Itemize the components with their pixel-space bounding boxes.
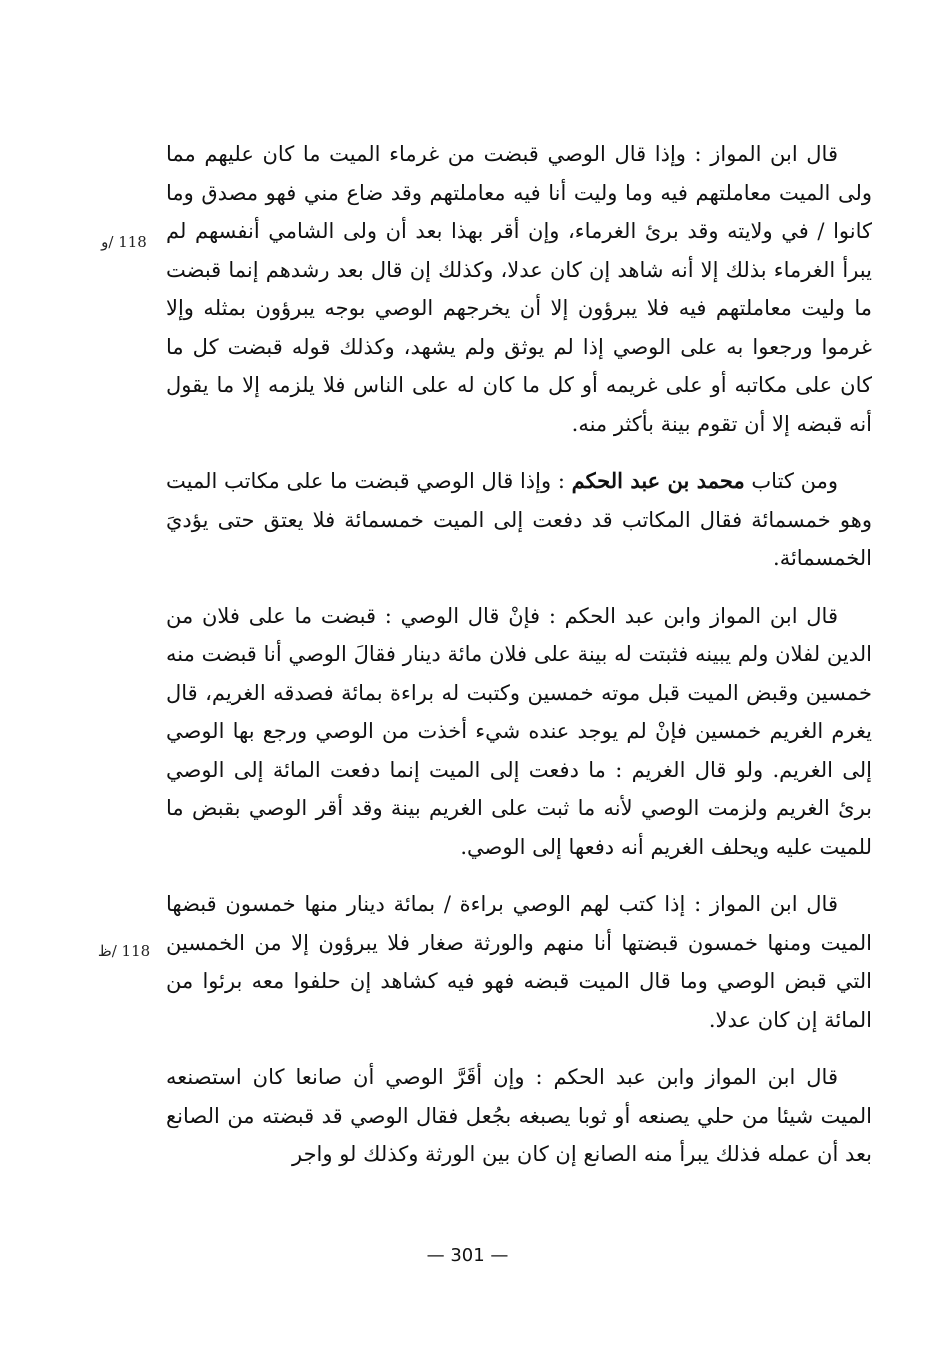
paragraph-3: قال ابن المواز وابن عبد الحكم : فإنْ قال الوصي : قبضت ما على فلان من الدين لفلان ولم يبينه فثبتت له بينة على فلان مائة دينار فقالَ الوصي أنا قبضت منه خمسين وقبض الميت قبل موته خمسين وكتبت له براءة بمائة فصدقه الغريم، قال يغرم الغريم خمسين فإنْ لم يوجد عنده شيء أخذت من الوصي ورجع بها الوصي إلى الغريم. ولو قال الغريم : ما دفعت إلى الميت إنما دفعت المائة إلى الوصي برئ الغريم ولزمت الوصي لأنه ما ثبت على الغريم بينة وقد أقر الوصي بقبض ما للميت عليه ويحلف الغريم أنه دفعها إلى الوصي. xyxy=(166,603,872,859)
paragraph-5: قال ابن المواز وابن عبد الحكم : وإن أقَرَّ الوصي أن صانعا كان استصنعه الميت شيئا من حلي يصنعه أو ثوبا يصبغه بجُعل فقال الوصي قد قبضته من الصانع بعد أن عمله فذلك يبرأ منه الصانع إن كان بين الورثة وكذلك لو واجر xyxy=(166,1065,872,1166)
folio-note-verso: 118 /ظ xyxy=(97,942,151,960)
paragraph-2-prefix: ومن كتاب xyxy=(744,469,838,493)
main-text xyxy=(166,135,872,1174)
paragraph-2 xyxy=(166,462,872,578)
page-number: — 301 — xyxy=(426,1245,509,1266)
paragraph-4: قال ابن المواز : إذا كتب لهم الوصي براءة / بمائة دينار منها خمسون قبضها الميت ومنها خمسون قبضتها أنا منهم والورثة صغار فلا يبرؤون إلا من الخمسين التي قبض الوصي وما قال الميت قبضه فهو فيه كشاهد إن حلفوا معه برئوا من المائة إن كان عدلا. xyxy=(166,892,872,1032)
paragraph-2-body: : وإذا قال الوصي قبضت ما على مكاتب الميت وهو خمسمائة فقال المكاتب قد دفعت إلى الميت خمسمائة فلا يعتق حتى يؤديَ الخمسمائة. xyxy=(166,469,872,570)
folio-note-recto: 118 /و xyxy=(101,233,147,251)
paragraph-1: قال ابن المواز : وإذا قال الوصي قبضت من غرماء الميت ما كان عليهم مما ولى الميت معاملتهم فيه وما وليت أنا فيه معاملتهم وقد ضاع مني فهو مصدق وما كانوا / في ولايته وقد برئ الغرماء، وإن أقر بهذا بعد أن ولى الشامي أنفسهم لم يبرأ الغرماء بذلك إلا أنه شاهد إن كان عدلا، وكذلك إن قال بعد رشدهم إنما قبضت ما وليت معاملتهم فيه فلا يبرؤون إلا أن يخرجهم الوصي بوجه يبرؤون بمثله وإلا غرموا ورجعوا به على الوصي إذا لم يوثق ولم يشهد، وكذلك قوله قبضت كل ما كان على مكاتبه أو على غريمه أو كل ما كان له على الناس فلا يلزمه إلا ما يقول أنه قبضه إلا أن تقوم بينة بأكثر منه. xyxy=(166,142,872,436)
book-title: محمد بن عبد الحكم xyxy=(571,468,745,493)
